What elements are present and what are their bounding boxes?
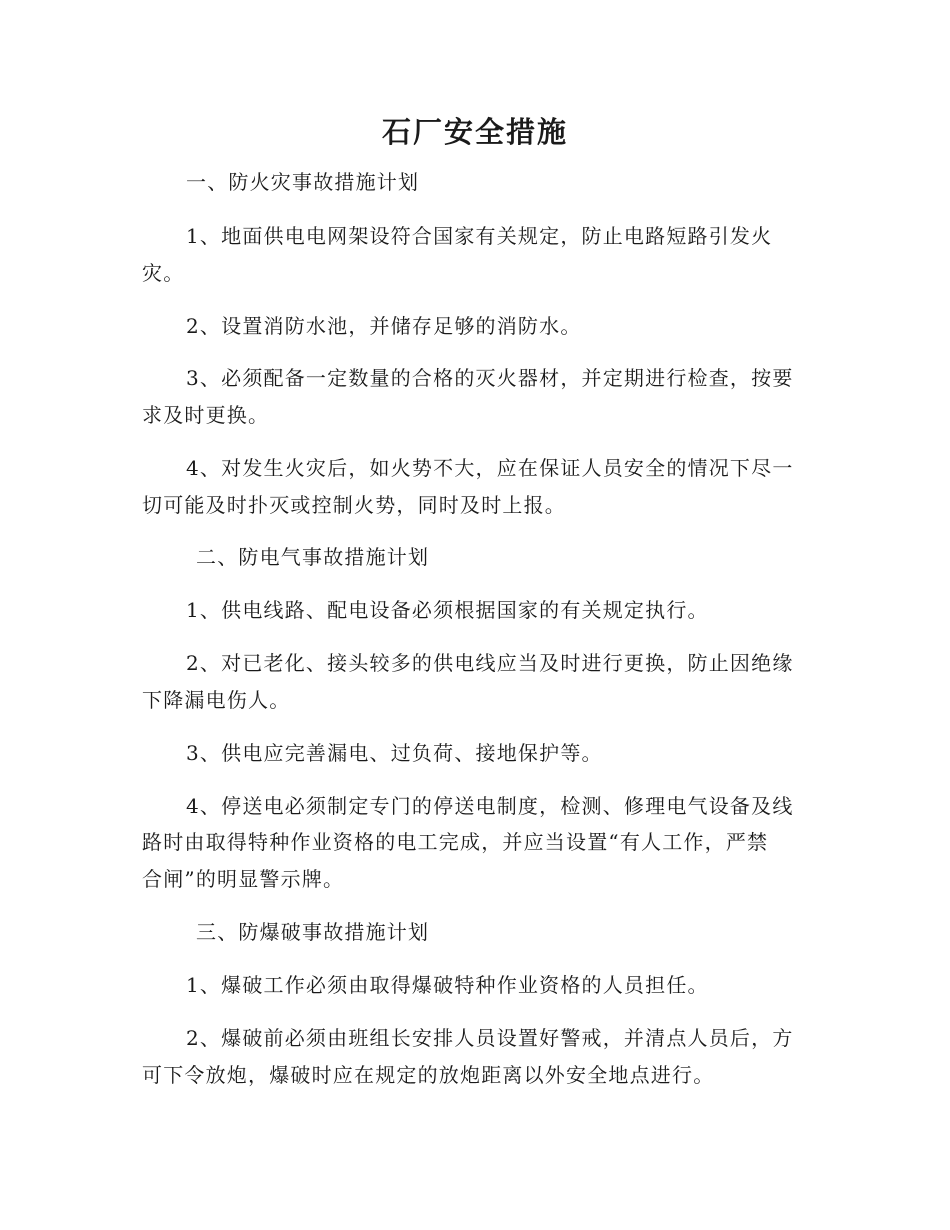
document-title: 石厂安全措施 — [381, 115, 568, 149]
paragraph-line: 1、爆破工作必须由取得爆破特种作业资格的人员担任。 — [186, 973, 709, 997]
paragraph-line: 2、爆破前必须由班组长安排人员设置好警戒，并清点人员后，方 — [186, 1026, 794, 1050]
section-heading-electric: 二、防电气事故措施计划 — [196, 545, 430, 569]
paragraph-line: 3、供电应完善漏电、过负荷、接地保护等。 — [186, 741, 603, 765]
paragraph-line: 2、对已老化、接头较多的供电线应当及时进行更换，防止因绝缘 — [186, 651, 794, 675]
paragraph-line: 路时由取得特种作业资格的电工完成，并应当设置“有人工作，严禁 — [142, 830, 769, 854]
paragraph-line: 灾。 — [142, 261, 185, 285]
section-heading-blasting: 三、防爆破事故措施计划 — [196, 920, 430, 944]
paragraph-line: 可下令放炮，爆破时应在规定的放炮距离以外安全地点进行。 — [142, 1063, 715, 1087]
paragraph-line: 合闸”的明显警示牌。 — [142, 867, 345, 891]
paragraph-line: 1、地面供电电网架设符合国家有关规定，防止电路短路引发火 — [186, 224, 773, 248]
paragraph-line: 3、必须配备一定数量的合格的灭火器材，并定期进行检查，按要 — [186, 366, 794, 390]
paragraph-line: 下降漏电伤人。 — [142, 688, 291, 712]
paragraph-line: 4、对发生火灾后，如火势不大，应在保证人员安全的情况下尽一 — [186, 456, 794, 480]
paragraph-line: 4、停送电必须制定专门的停送电制度，检测、修理电气设备及线 — [186, 794, 794, 818]
paragraph-line: 2、设置消防水池，并储存足够的消防水。 — [186, 314, 582, 338]
section-heading-fire: 一、防火灾事故措施计划 — [186, 170, 420, 194]
paragraph-line: 求及时更换。 — [142, 403, 270, 427]
paragraph-line: 1、供电线路、配电设备必须根据国家的有关规定执行。 — [186, 598, 709, 622]
paragraph-line: 切可能及时扑灭或控制火势，同时及时上报。 — [142, 493, 566, 517]
